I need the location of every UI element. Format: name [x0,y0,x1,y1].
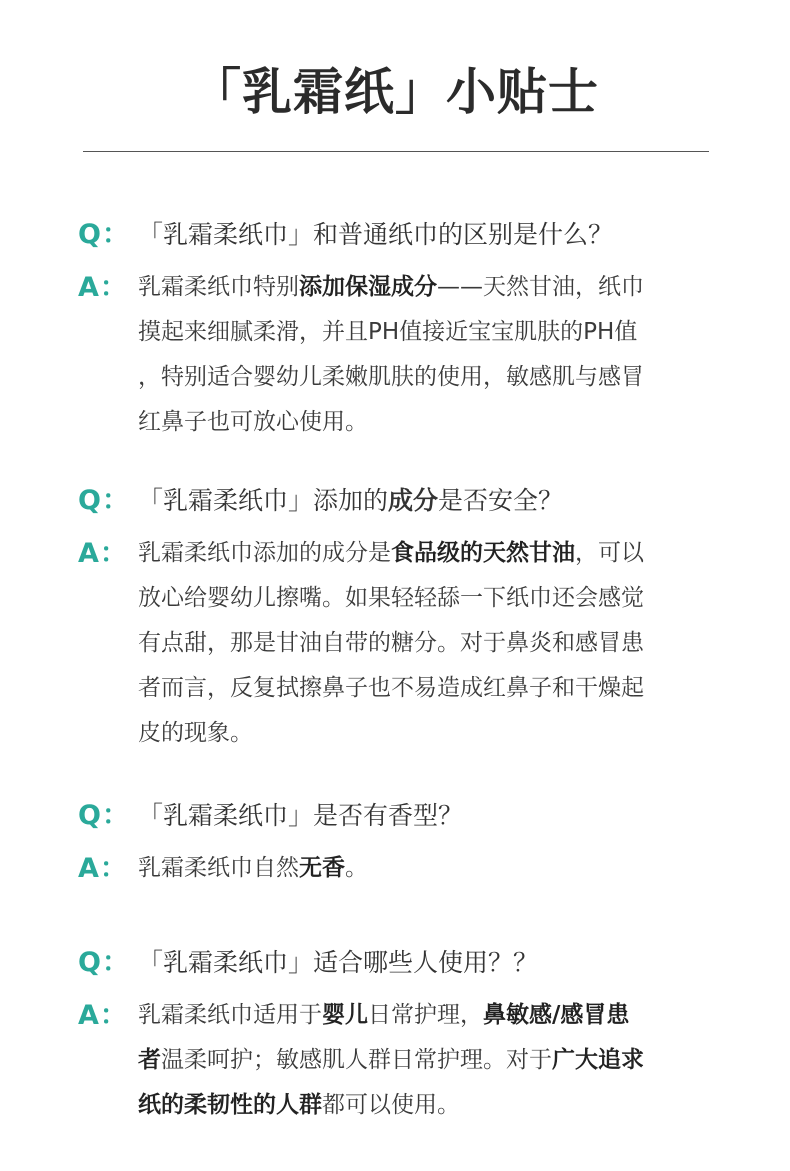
answer-line: ，特别适合婴幼儿柔嫩肌肤的使用，敏感肌与感冒 [138,364,644,390]
question-text: 「乳霜柔纸巾」是否有香型？ [138,801,464,830]
answer-text [138,846,708,891]
answer-line [138,846,708,891]
page-title: 「乳霜纸」小贴士 [191,63,599,121]
a-label: A： [78,1000,128,1031]
answer-highlight: 添加保湿成分 [299,274,437,300]
answer-line [138,265,708,310]
q-label: Q： [78,219,130,250]
answer-segment: 日常护理， [368,1002,483,1028]
q-label: Q： [78,947,130,978]
answer-text [138,531,708,756]
a-label: A： [78,853,128,884]
answer-highlight: 食品级的天然甘油 [391,540,575,566]
qa-item-4 [78,940,718,1128]
answer-text [138,993,708,1128]
answer-line [138,993,708,1038]
answer-line [138,531,708,576]
answer-segment: 。 [345,855,368,881]
q-label: Q： [78,800,130,831]
answer-highlight: 鼻敏感/感冒患 [483,1002,630,1028]
answer-segment: 乳霜柔纸巾自然 [138,855,299,881]
answer-segment: ——天然甘油，纸巾 [437,274,644,300]
answer-segment: 乳霜柔纸巾适用于 [138,1002,322,1028]
answer-row [78,523,718,756]
question-segment: 是否安全？ [438,486,564,515]
answer-highlight: 婴儿 [322,1002,368,1028]
a-label: A： [78,272,128,303]
q-label: Q： [78,485,130,516]
qa-item-2 [78,478,718,756]
answer-segment: 都可以使用。 [322,1092,460,1118]
question-text: 「乳霜柔纸巾」适合哪些人使用？？ [138,948,539,977]
question-row [78,793,718,838]
answer-segment: 乳霜柔纸巾添加的成分是 [138,540,391,566]
answer-row [78,257,718,445]
answer-line: 皮的现象。 [138,720,253,746]
answer-line [138,1038,708,1083]
question-text [138,478,563,523]
answer-segment: 温柔呵护；敏感肌人群日常护理。对于 [161,1047,552,1073]
answer-line: 有点甜，那是甘油自带的糖分。对于鼻炎和感冒患 [138,630,644,656]
answer-row [78,838,718,891]
title-divider [83,151,709,152]
qa-item-3 [78,793,718,891]
answer-line [138,1083,708,1128]
answer-highlight: 无香 [299,855,345,881]
answer-highlight: 者 [138,1047,161,1073]
question-row [78,212,718,257]
answer-row [78,985,718,1128]
a-label: A： [78,538,128,569]
question-highlight: 成分 [388,486,439,515]
answer-highlight: 纸的柔韧性的人群 [138,1092,322,1118]
answer-segment: 乳霜柔纸巾特别 [138,274,299,300]
question-row [78,940,718,985]
answer-line: 摸起来细腻柔滑，并且PH值接近宝宝肌肤的PH值 [138,319,638,345]
answer-segment: ，可以 [575,540,644,566]
answer-line: 者而言，反复拭擦鼻子也不易造成红鼻子和干燥起 [138,675,644,701]
answer-line: 红鼻子也可放心使用。 [138,409,368,435]
answer-highlight: 广大追求 [552,1047,644,1073]
question-row [78,478,718,523]
question-text: 「乳霜柔纸巾」和普通纸巾的区别是什么？ [138,220,614,249]
answer-text [138,265,708,445]
question-segment: 「乳霜柔纸巾」添加的 [138,486,389,515]
qa-item-1 [78,212,718,445]
answer-line: 放心给婴幼儿擦嘴。如果轻轻舔一下纸巾还会感觉 [138,585,644,611]
